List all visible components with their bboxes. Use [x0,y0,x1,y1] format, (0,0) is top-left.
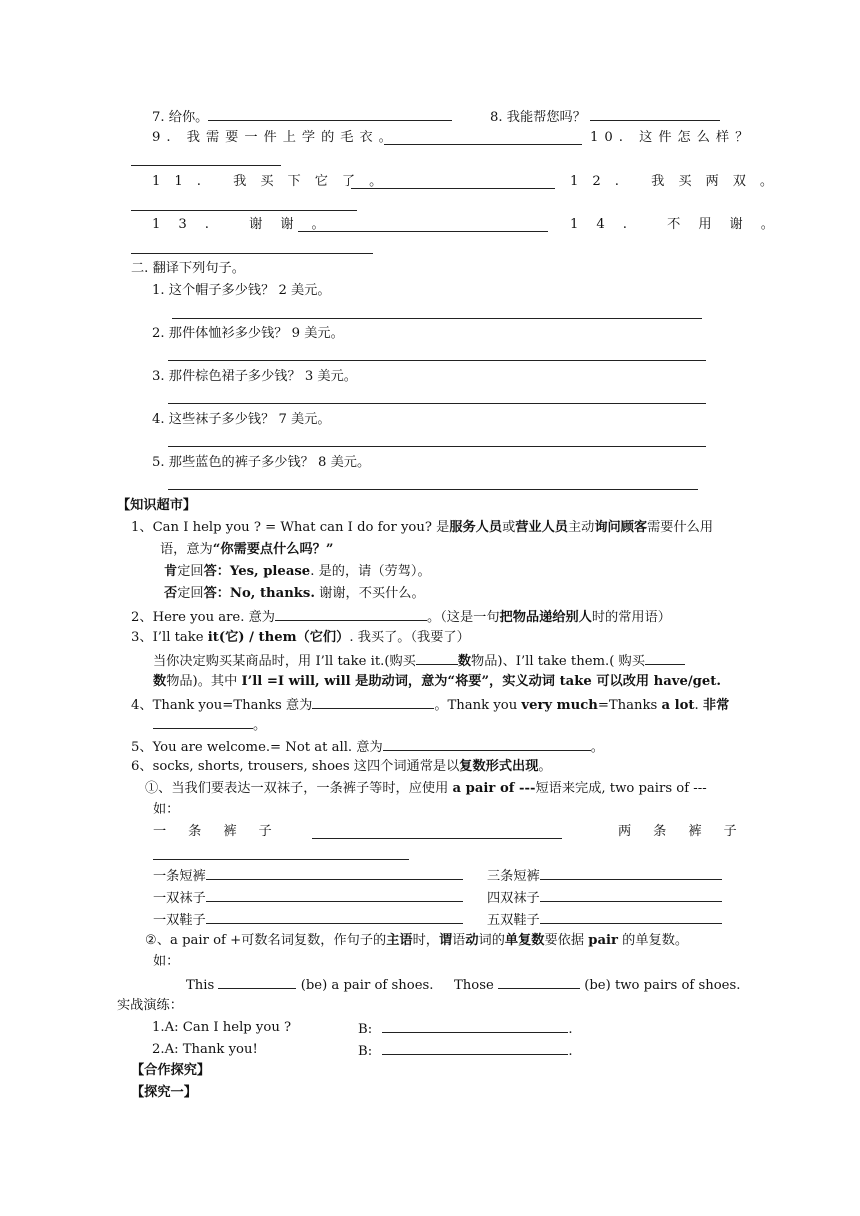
pair-row-3 [153,909,463,931]
p3-meaning: . 我买了。（我要了） [349,630,470,645]
pair-2-right: 四双袜子 [487,891,540,906]
q12-line [570,172,787,192]
translate-blank-3[interactable] [168,403,706,404]
no-d: 谢谢，不买什么。 [314,586,425,601]
p1-need: 需要什么用 [647,520,714,535]
p2-note: 。（这是一句 [427,610,500,625]
practice-a1: B: . [358,1018,573,1040]
p5-text: 5、You are welcome.= Not at all. 意为 [131,740,383,755]
translate-blank-5[interactable] [168,489,698,490]
no-b: 定回 [177,586,204,601]
example-two-trousers: 两条裤子 [618,824,759,839]
translate-item-1: 1. 这个帽子多少钱？ 2 美元。 [152,283,331,298]
point-1-line-2 [160,540,333,560]
point-6-2 [145,931,688,951]
p1-text: 1、Can I help you ? = What can I do for you? 是 [131,520,450,535]
pair-1-left-blank[interactable] [206,865,463,880]
pair-1-right: 三条短裤 [487,869,540,884]
p5-end: 。 [590,740,604,755]
q8-prompt: 8. 我能帮您吗？ [490,110,586,125]
q7-blank[interactable] [208,106,452,121]
p62-d: 谓 [438,933,453,948]
p6-1-example: 如： [153,802,180,817]
point-4 [131,694,729,716]
p6-1-c: 短语来完成, two pairs of --- [535,781,707,796]
q11-line [152,172,396,192]
translate-blank-4[interactable] [168,446,706,447]
p62-f: 动 [465,933,479,948]
translate-item-2: 2. 那件体恤衫多少钱？ 9 美元。 [152,326,344,341]
p62-e: 语 [452,933,466,948]
translate-blank-1[interactable] [172,318,702,319]
pair-3-left-blank[interactable] [206,909,463,924]
p62-a: ②、a pair of +可数名词复数，作句子的 [145,933,387,948]
p5-blank[interactable] [383,736,591,751]
point-3 [131,628,470,648]
coop-title: 【合作探究】 [131,1063,211,1078]
pair-3-right-blank[interactable] [540,909,722,924]
this-sentence [186,974,433,996]
p2-blank[interactable] [275,606,427,621]
translate-blank-2[interactable] [168,360,706,361]
p3-l3-b: 物品)。其中 [166,674,242,689]
p3-blank-2[interactable] [645,650,685,665]
q7-line [152,106,452,128]
q11-blank[interactable] [351,188,555,189]
translate-item-4: 4. 这些袜子多少钱？ 7 美元。 [152,412,331,427]
q9-prompt: 9. 我需要一件上学的毛衣。 [152,130,398,145]
p1-or: 或 [502,520,516,535]
yes-d: . 是的，请（劳驾）。 [310,564,431,579]
pair-3-left: 一双鞋子 [153,913,206,928]
p4-d: =Thanks [597,698,662,713]
q8-blank[interactable] [590,106,720,121]
no-a: 否 [164,586,178,601]
those-rest: (be) two pairs of shoes. [584,978,741,993]
q9-line [152,128,398,148]
yes-c: 答：Yes, please [203,564,311,579]
q9-blank[interactable] [384,144,582,145]
pair-row-1 [153,865,463,887]
p62-j: pair [588,933,618,948]
point-1-yes [164,562,431,582]
p3-l3-c: I’ll =I will, will 是助动词，意为“将要”，实义动词 take 可以改用 have/get. [241,674,721,689]
pair-1-right-blank[interactable] [540,865,722,880]
p1-bold-ask: 询问顾客 [594,520,648,535]
p3-bold: it(它) / them（它们） [207,630,350,645]
p4-g: 非常 [702,698,730,713]
p2-text: 2、Here you are. 意为 [131,610,275,625]
p62-example: 如： [153,954,180,969]
yes-b: 定回 [177,564,204,579]
p3-l3-a: 数 [153,674,167,689]
p4-l2: 。 [253,718,267,733]
p4-text: 4、Thank you=Thanks 意为 [131,698,313,713]
pair-3-right: 五双鞋子 [487,913,540,928]
knowledge-title: 【知识超市】 [117,498,197,513]
pair-2-left-blank[interactable] [206,887,463,902]
practice-a2-blank[interactable] [382,1040,568,1055]
those-word: Those [454,978,494,993]
point-1 [131,518,713,538]
point-6 [131,757,552,777]
p62-i: 要依据 [544,933,589,948]
section-2-title: 二. 翻译下列句子。 [131,261,245,276]
p2-end: 时的常用语） [591,610,671,625]
p1-bold-sales: 营业人员 [515,520,568,535]
p62-g: 词的 [478,933,505,948]
q12-blank[interactable] [131,210,357,211]
yes-a: 肯 [164,564,178,579]
practice-q2: 2.A: Thank you! [152,1042,258,1057]
p3-l2-c: 物品)、I’ll take them.( 购买 [471,654,645,669]
point-3-line-3 [153,672,721,692]
pair-row-2-right [487,887,722,909]
point-6-1 [145,779,707,799]
p62-b: 主语 [386,933,413,948]
point-5 [131,736,604,758]
q11-prompt: 11. 我买下它了。 [152,174,397,189]
practice-b2-label: B: [358,1044,373,1059]
p3-text: 3、I’ll take [131,630,208,645]
pair-1-left: 一条短裤 [153,869,206,884]
practice-a1-blank[interactable] [382,1018,568,1033]
q8-line [490,106,720,128]
q14-line [570,215,792,235]
practice-q1: 1.A: Can I help you ? [152,1020,292,1035]
q10-line [590,128,754,148]
q7-prompt: 7. 给你。 [152,110,209,125]
pair-row-3-right [487,909,722,931]
p2-bold: 把物品递给别人 [499,610,592,625]
p6-1-a: ①、当我们要表达一双袜子，一条裤子等时，应使用 [145,781,453,796]
coop-subtitle: 【探究一】 [131,1085,197,1100]
translate-item-3: 3. 那件棕色裙子多少钱？ 3 美元。 [152,369,357,384]
q13-prompt: 13. 谢谢。 [152,217,343,232]
p1-bold-staff: 服务人员 [449,520,503,535]
pair-row-2 [153,887,463,909]
p6-1-b: a pair of --- [452,781,536,796]
p3-blank-1[interactable] [416,650,458,665]
this-blank[interactable] [218,974,296,989]
p3-l2-a: 当你决定购买某商品时，用 I’ll take it.(购买 [153,654,416,669]
q12-prompt: 12. 我买两双。 [570,174,788,189]
those-sentence [454,974,740,996]
p1-meaning: 语，意为 [160,542,213,557]
point-1-no [164,584,425,604]
this-rest: (be) a pair of shoes. [300,978,434,993]
p6-bold: 复数形式出现 [459,759,539,774]
example-two-trousers-blank[interactable] [153,859,409,860]
translate-item-5: 5. 那些蓝色的裤子多少钱？ 8 美元。 [152,455,371,470]
q13-line [152,215,343,235]
point-2 [131,606,671,628]
p1-meaning-bold: “你需要点什么吗？” [212,542,334,557]
p4-blank-2[interactable] [153,714,253,729]
pair-row-1-right [487,865,722,887]
practice-b1-label: B: [358,1022,373,1037]
q10-blank[interactable] [131,165,281,166]
p3-l2-b: 数 [457,654,472,669]
those-blank[interactable] [498,974,580,989]
point-3-line-2 [153,650,685,672]
example-one-trousers-blank[interactable] [312,838,562,839]
q14-blank[interactable] [131,253,373,254]
p6-text: 6、socks, shorts, trousers, shoes 这四个词通常是以 [131,759,460,774]
p62-h: 单复数 [504,933,545,948]
p4-e: a lot [661,698,695,713]
example-one-trousers: 一条裤子 [153,824,294,839]
p62-k: 的单复数。 [617,933,689,948]
pair-2-right-blank[interactable] [540,887,722,902]
no-c: 答：No, thanks. [203,586,315,601]
p4-blank[interactable] [312,694,434,709]
p4-f: . [694,698,703,713]
point-4-line-2 [153,714,266,736]
this-word: This [186,978,215,993]
q13-blank[interactable] [298,231,548,232]
p6-end: 。 [538,759,552,774]
q14-prompt: 14. 不用谢。 [570,217,792,232]
p4-c: very much [521,698,598,713]
practice-title: 实战演练： [117,998,183,1013]
p1-active: 主动 [568,520,595,535]
practice-a2: B: . [358,1040,573,1062]
q10-prompt: 10. 这件怎么样？ [590,130,755,145]
p62-c: 时， [412,933,439,948]
pair-2-left: 一双袜子 [153,891,206,906]
p4-b: 。Thank you [434,698,522,713]
